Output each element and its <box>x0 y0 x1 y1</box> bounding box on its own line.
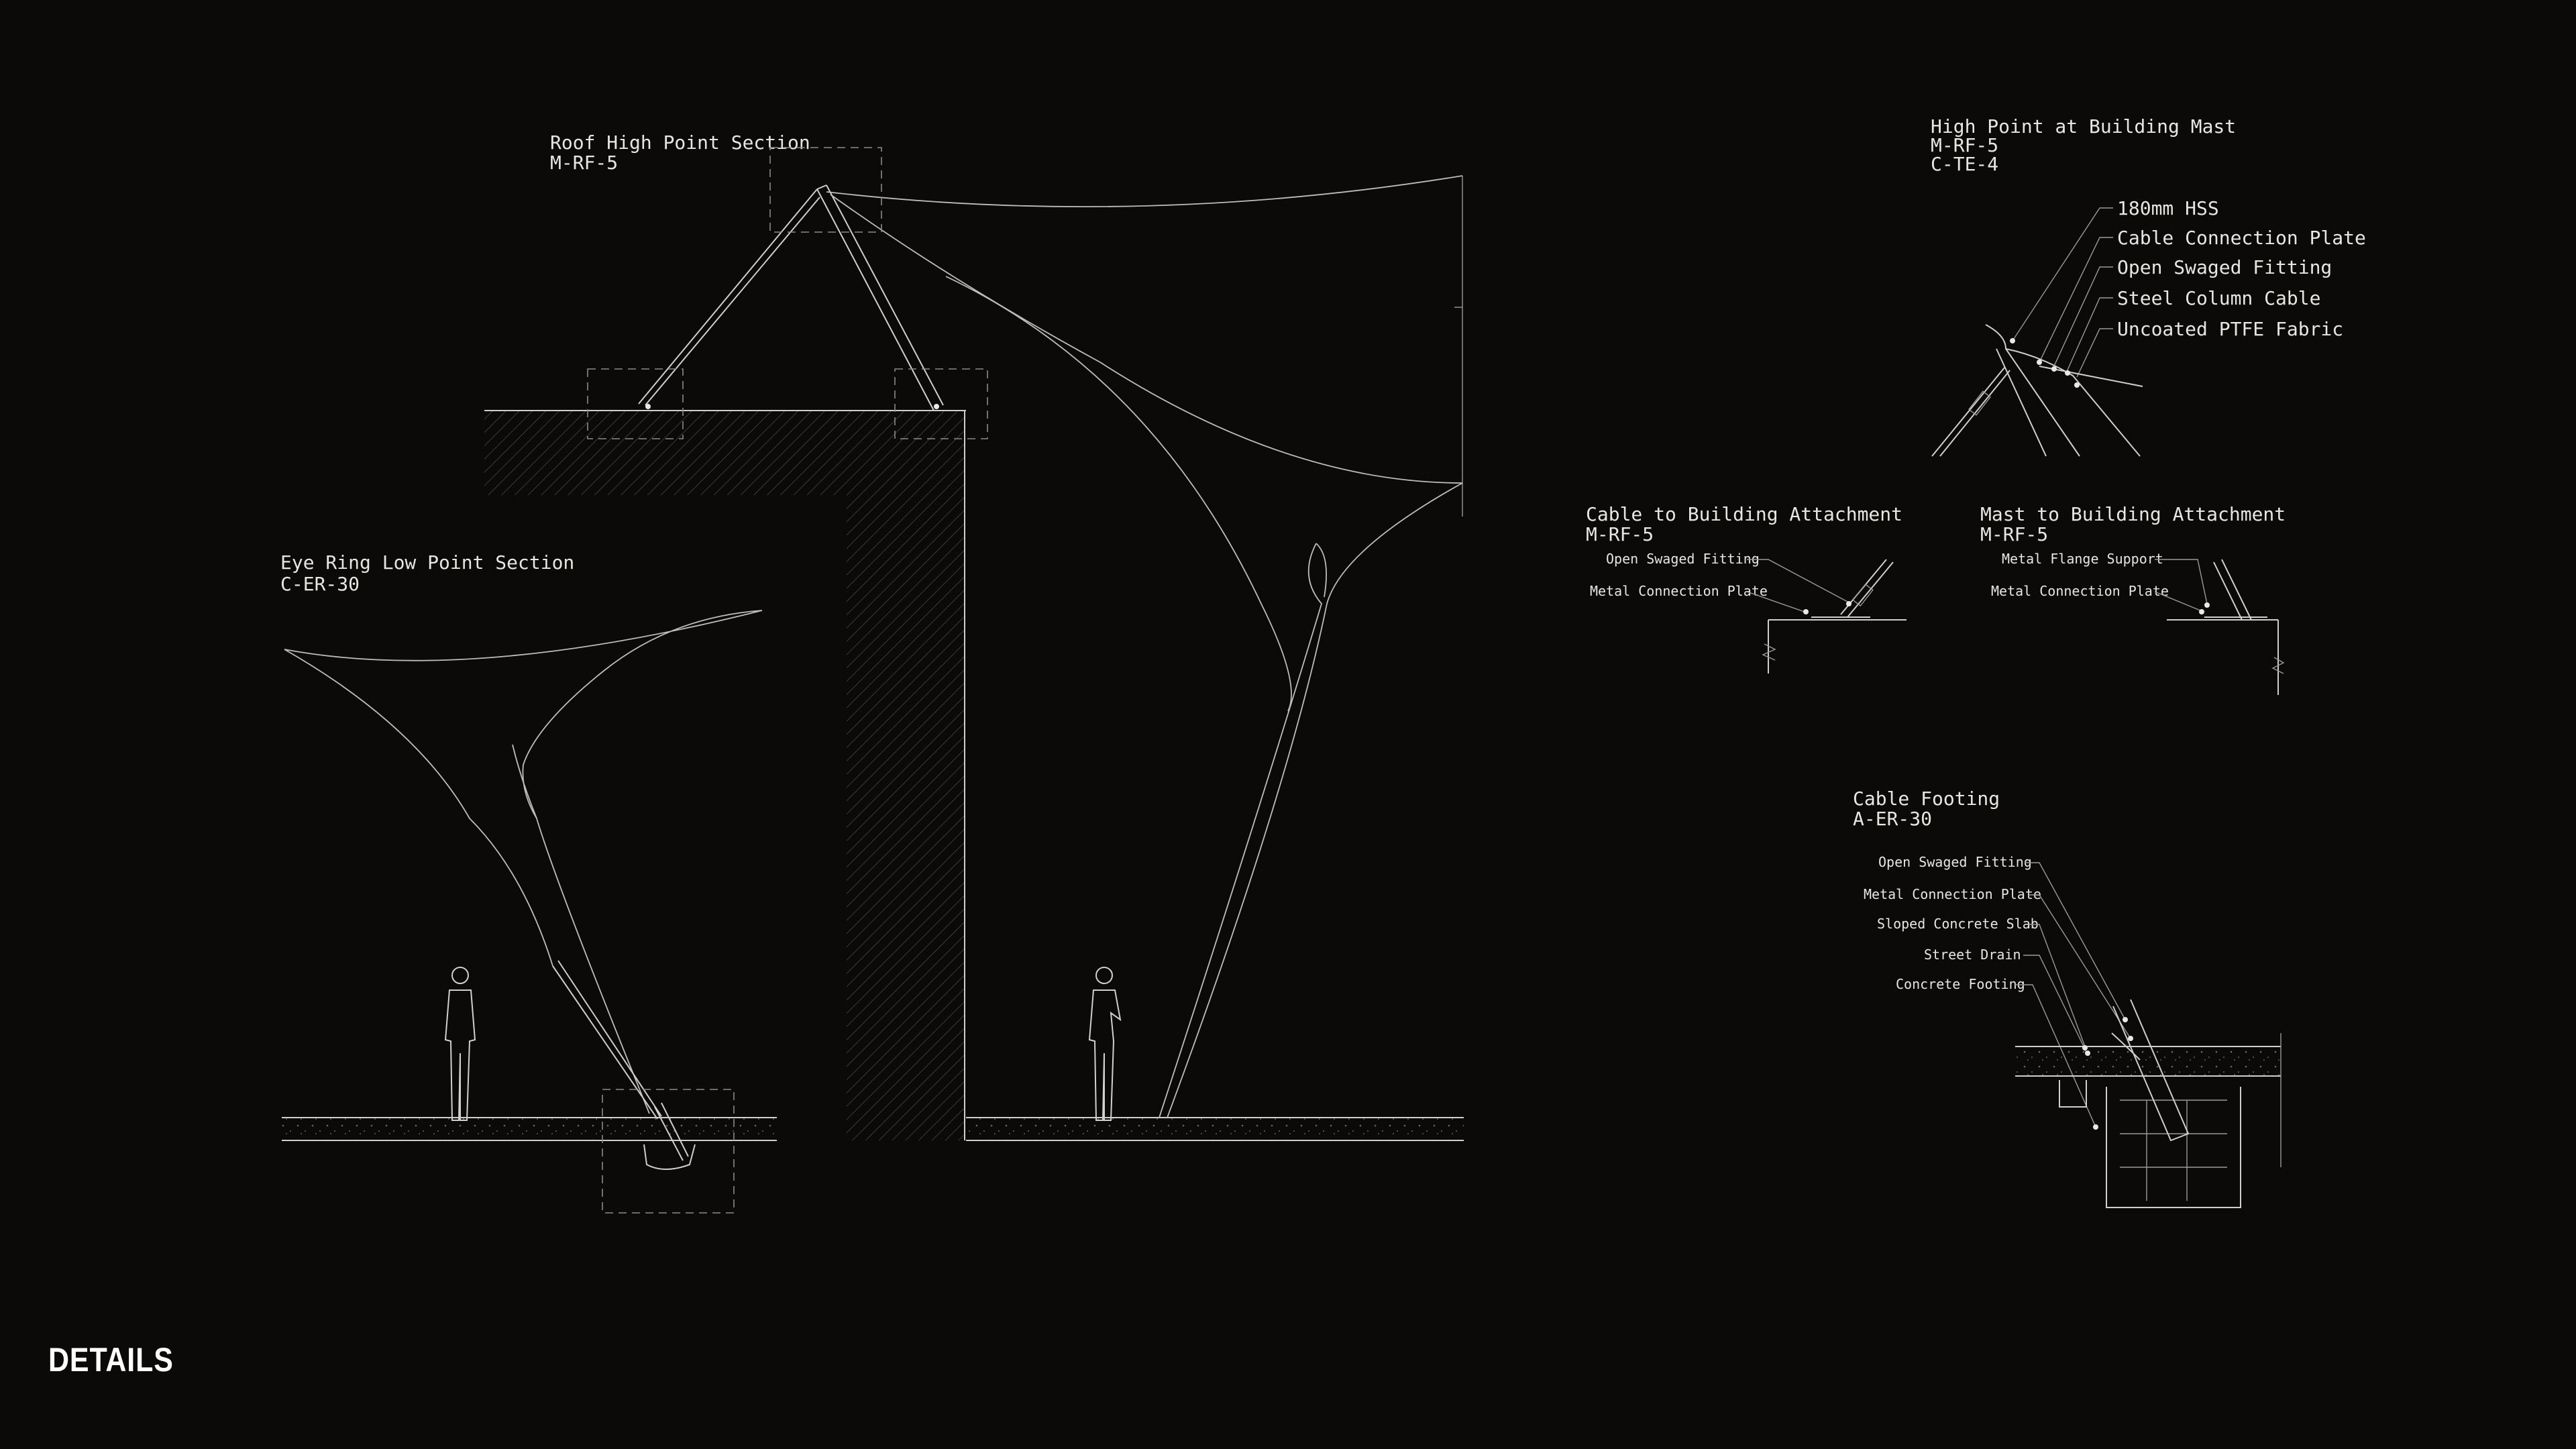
detail-cable-building <box>1586 503 1907 674</box>
right-sail <box>1159 483 1462 1118</box>
cable-attach-code: M-RF-5 <box>1586 523 1654 545</box>
roof-slab <box>484 411 965 495</box>
footing-callout-box <box>602 1089 734 1213</box>
footing-label-plate: Metal Connection Plate <box>1864 886 2041 902</box>
cable-attach-label-fitting: Open Swaged Fitting <box>1606 551 1760 567</box>
mast-attach-code: M-RF-5 <box>1980 523 2049 545</box>
mast-label-hss: 180mm HSS <box>2117 197 2219 219</box>
cable-attach-label-plate: Metal Connection Plate <box>1590 583 1768 599</box>
footing-label-drain: Street Drain <box>1924 947 2021 963</box>
mast-label-fitting: Open Swaged Fitting <box>2117 256 2332 278</box>
footing-label-fitting: Open Swaged Fitting <box>1878 854 2032 870</box>
cable-attach-title: Cable to Building Attachment <box>1586 503 1903 525</box>
mast-attach-label-plate: Metal Connection Plate <box>1991 583 2169 599</box>
page-title: DETAILS <box>48 1341 174 1379</box>
footing-label-concrete: Concrete Footing <box>1896 976 2025 992</box>
eye-ring-code: C-ER-30 <box>280 573 360 595</box>
scale-figure-left <box>445 967 475 1120</box>
building-section <box>282 176 1464 1140</box>
mast-attach-title: Mast to Building Attachment <box>1980 503 2286 525</box>
high-point-callout-box <box>770 148 881 232</box>
mast-detail-title: High Point at Building Mast <box>1931 115 2237 138</box>
detail-high-point-mast <box>1931 115 2366 456</box>
footing-label-slab: Sloped Concrete Slab <box>1877 916 2039 932</box>
mast-attach-label-flange: Metal Flange Support <box>2002 551 2163 567</box>
detail-cable-footing <box>1853 788 2281 1208</box>
mast-detail-code-1: M-RF-5 <box>1931 134 1999 156</box>
eye-ring-title: Eye Ring Low Point Section <box>280 551 575 574</box>
roof-high-point-title: Roof High Point Section <box>550 131 810 154</box>
detail-mast-building <box>1980 503 2286 695</box>
mast-label-plate: Cable Connection Plate <box>2117 227 2366 249</box>
mast-label-cable: Steel Column Cable <box>2117 287 2321 309</box>
footing-title: Cable Footing <box>1853 788 2000 810</box>
mast-detail-code-2: C-TE-4 <box>1931 153 1999 175</box>
scale-figure-right <box>1089 967 1120 1120</box>
mast-label-fabric: Uncoated PTFE Fabric <box>2117 318 2344 340</box>
footing-code: A-ER-30 <box>1853 808 1933 830</box>
building-wall <box>847 495 965 1140</box>
roof-high-point-code: M-RF-5 <box>550 152 619 174</box>
